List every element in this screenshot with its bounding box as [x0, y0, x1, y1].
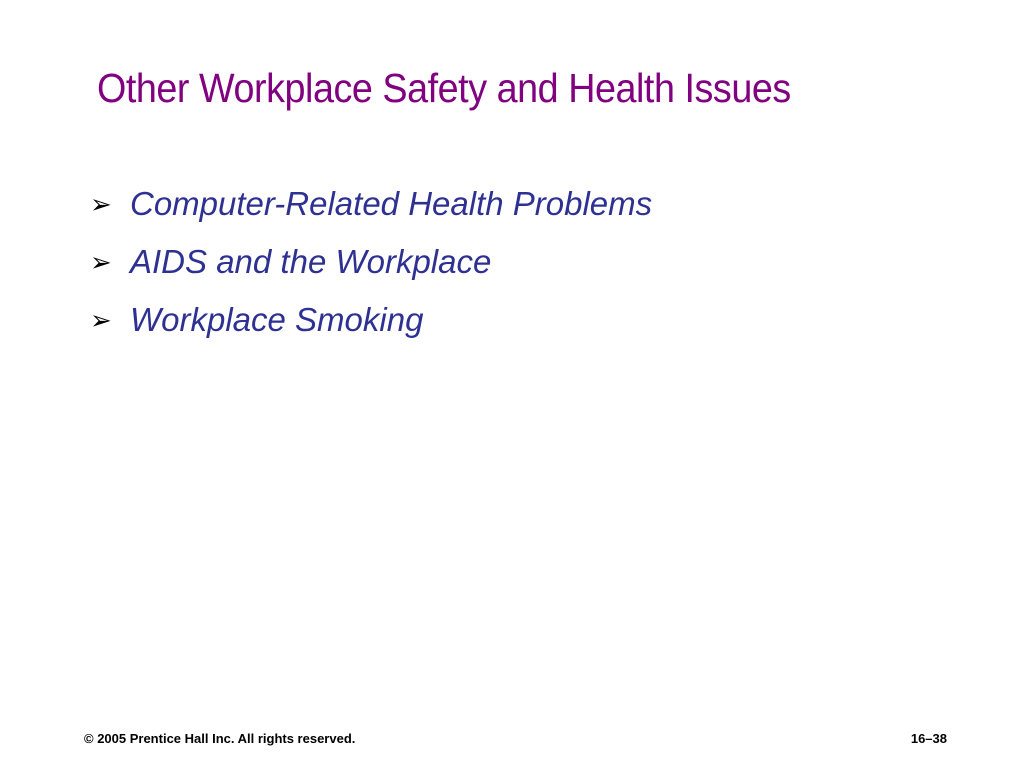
bullet-item [90, 291, 652, 349]
bullet-item [90, 233, 652, 291]
bullet-list [90, 175, 652, 349]
arrow-bullet-icon: ➢ [90, 189, 112, 219]
bullet-text: Workplace Smoking [130, 301, 424, 338]
arrow-bullet-icon: ➢ [90, 305, 112, 335]
bullet-text: AIDS and the Workplace [130, 243, 492, 280]
slide-title: Other Workplace Safety and Health Issues [97, 65, 791, 111]
page-number: 16–38 [910, 731, 947, 746]
bullet-text: Computer-Related Health Problems [130, 185, 653, 222]
copyright-notice: © 2005 Prentice Hall Inc. All rights reserved. [84, 731, 356, 746]
bullet-item [90, 175, 652, 233]
arrow-bullet-icon: ➢ [90, 247, 112, 277]
